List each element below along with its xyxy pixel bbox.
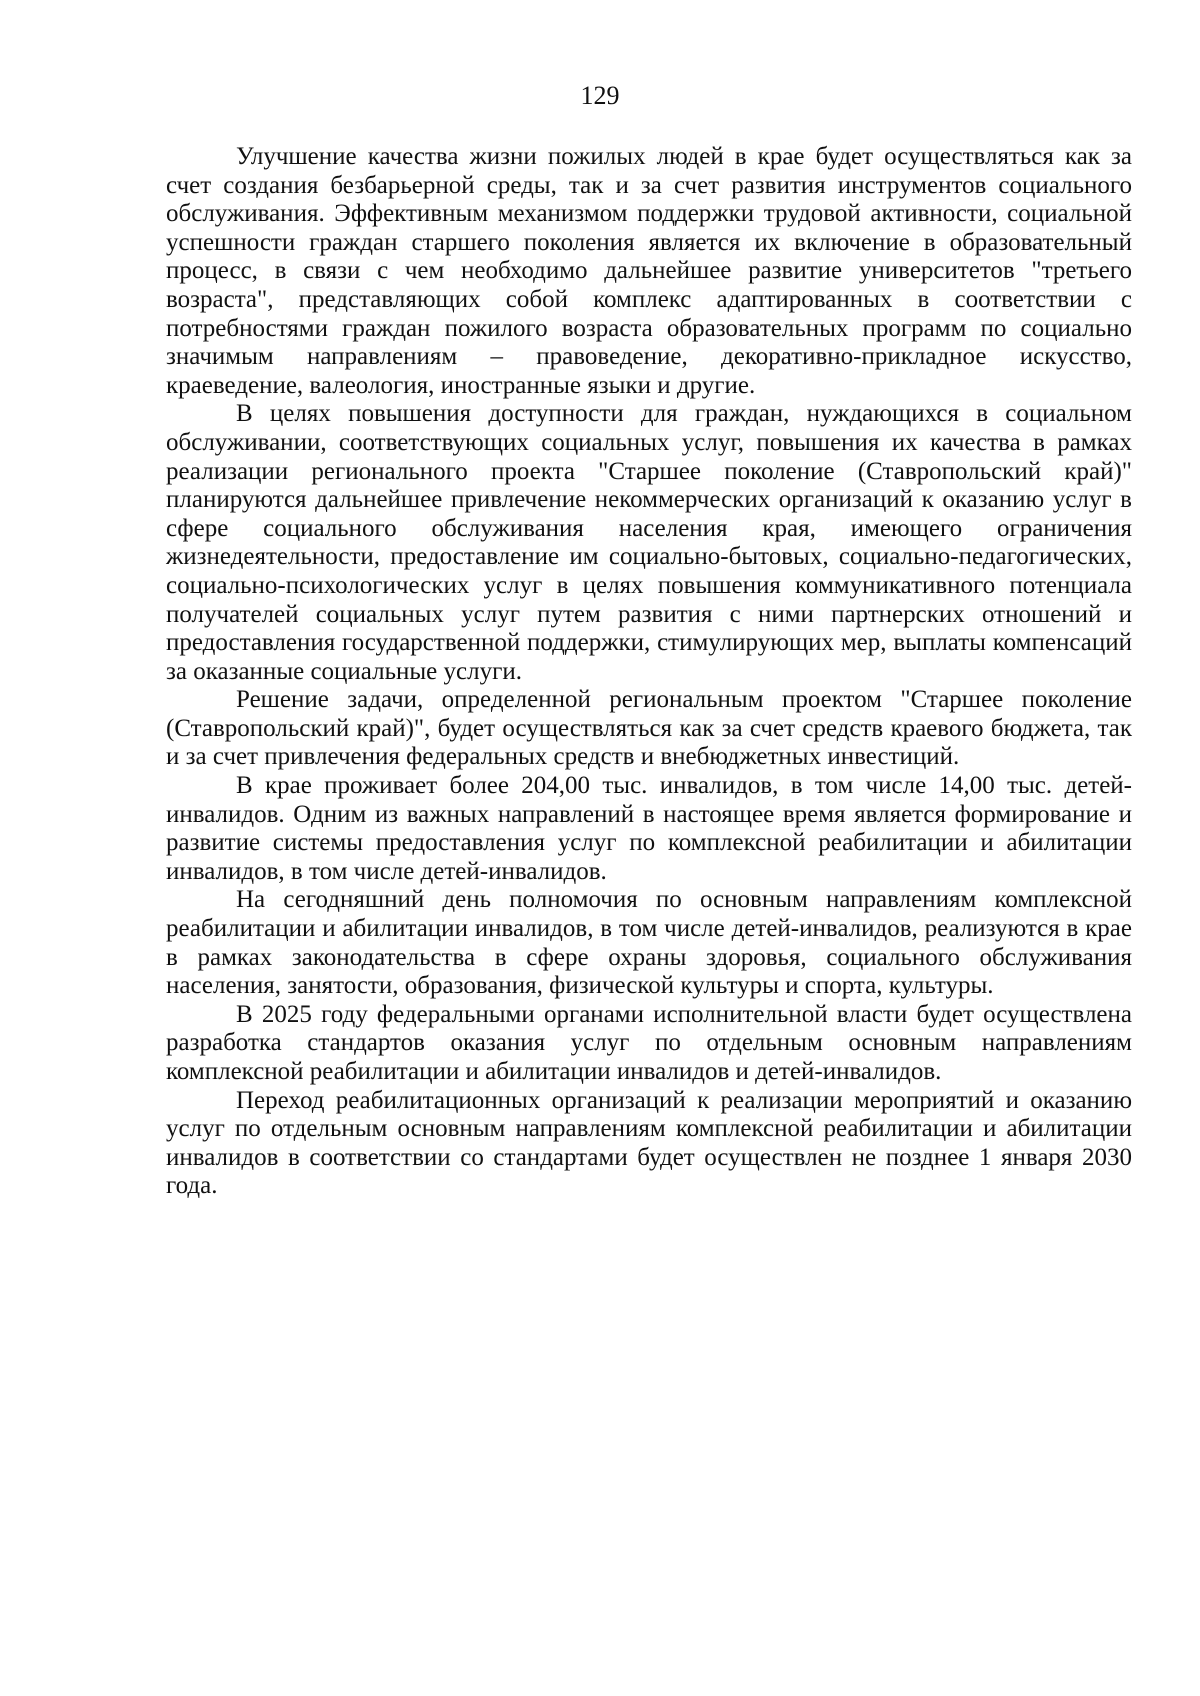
paragraph-social-services-access: В целях повышения доступности для граждан, нуждающихся в социальном обслуживании, соответствующих социальных услуг, повышения их качества в рамках реализации регионального проекта "Старшее поколение (Ставропольский край)" планируются дальнейшее привлечение некоммерческих организаций к оказанию услуг в сфере социального обслуживания населения края, имеющего ограничения жизнедеятельности, предоставление им социально-бытовых, социально-педагогических, социально-психологических услуг в целях повышения коммуникативного потенциала получателей социальных услуг путем развития с ними партнерских отношений и предоставления государственной поддержки, стимулирующих мер, выплаты компенсаций за оказанные социальные услуги. (166, 400, 1132, 685)
paragraph-transition-2030: Переход реабилитационных организаций к реализации мероприятий и оказанию услуг по отдельным основным направлениям комплексной реабилитации и абилитации инвалидов в соответствии со стандартами будет осуществлен не позднее 1 января 2030 года. (166, 1086, 1132, 1200)
paragraph-elderly-quality-of-life: Улучшение качества жизни пожилых людей в крае будет осуществляться как за счет создания безбарьерной среды, так и за счет развития инструментов социального обслуживания. Эффективным механизмом поддержки трудовой активности, социальной успешности граждан старшего поколения является их включение в образовательный процесс, в связи с чем необходимо дальнейшее развитие университетов "третьего возраста", представляющих собой комплекс адаптированных в соответствии с потребностями граждан пожилого возраста образовательных программ по социально значимым направлениям – правоведение, декоративно-прикладное искусство, краеведение, валеология, иностранные языки и другие. (166, 143, 1132, 399)
paragraph-standards-2025: В 2025 году федеральными органами исполнительной власти будет осуществлена разработка стандартов оказания услуг по отдельным основным направлениям комплексной реабилитации и абилитации инвалидов и детей-инвалидов. (166, 1000, 1132, 1085)
body-text (166, 143, 1132, 1201)
paragraph-project-funding: Решение задачи, определенной региональным проектом "Старшее поколение (Ставропольский край)", будет осуществляться как за счет средств краевого бюджета, так и за счет привлечения федеральных средств и внебюджетных инвестиций. (166, 686, 1132, 771)
paragraph-rehabilitation-powers: На сегодняшний день полномочия по основным направлениям комплексной реабилитации и абилитации инвалидов, в том числе детей-инвалидов, реализуются в крае в рамках законодательства в сфере охраны здоровья, социального обслуживания населения, занятости, образования, физической культуры и спорта, культуры. (166, 886, 1132, 1000)
page-number: 129 (580, 81, 620, 110)
paragraph-disabled-population: В крае проживает более 204,00 тыс. инвалидов, в том числе 14,00 тыс. детей-инвалидов. Одним из важных направлений в настоящее время является формирование и развитие системы предоставления услуг по комплексной реабилитации и абилитации инвалидов, в том числе детей-инвалидов. (166, 772, 1132, 885)
